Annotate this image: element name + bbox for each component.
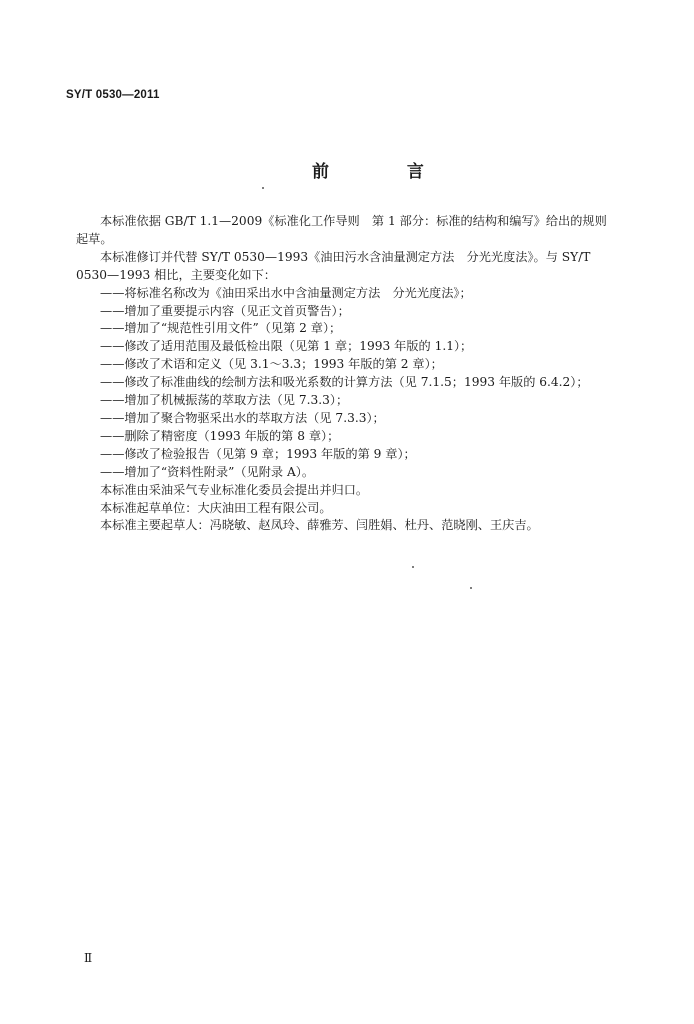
- list-item: ——修改了适用范围及最低检出限（见第 1 章；1993 年版的 1.1）；: [100, 339, 473, 354]
- list-item: ——增加了重要提示内容（见正文首页警告）；: [100, 303, 350, 318]
- paragraph-responsible-committee: 本标准由采油采气专业标准化委员会提出并归口。: [100, 482, 369, 497]
- list-item: ——删除了精密度（1993 年版的第 8 章）；: [100, 428, 340, 443]
- list-item: ——增加了聚合物驱采出水的萃取方法（见 7.3.3）；: [100, 410, 385, 425]
- page-number: Ⅱ: [84, 951, 93, 965]
- list-item: ——修改了标准曲线的绘制方法和吸光系数的计算方法（见 7.1.5；1993 年版的 6.4.2）；: [100, 375, 589, 390]
- list-item: ——修改了术语和定义（见 3.1～3.3；1993 年版的第 2 章）；: [100, 357, 443, 372]
- paragraph-revision-cont: 0530—1993 相比，主要变化如下：: [76, 267, 276, 282]
- paragraph-drafting-basis-cont: 起草。: [76, 231, 113, 246]
- paragraph-revision: 本标准修订并代替 SY/T 0530—1993《油田污水含油量测定方法 分光光度法》。与 SY/T: [100, 249, 591, 264]
- paragraph-drafters: 本标准主要起草人：冯晓敏、赵凤玲、薛雅芳、闫胜娟、杜丹、范晓刚、王庆吉。: [100, 518, 539, 533]
- list-item: ——将标准名称改为《油田采出水中含油量测定方法 分光光度法》；: [100, 285, 472, 300]
- scan-speck: [470, 587, 472, 589]
- list-item: ——修改了检验报告（见第 9 章；1993 年版的第 9 章）；: [100, 446, 416, 461]
- foreword-body: [76, 213, 636, 535]
- standard-code-header: SY/T 0530—2011: [66, 89, 160, 101]
- paragraph-drafting-basis: 本标准依据 GB/T 1.1—2009《标准化工作导则 第 1 部分：标准的结构和编写》给出的规则: [100, 214, 607, 228]
- list-item: ——增加了“规范性引用文件”（见第 2 章）；: [100, 321, 342, 336]
- scan-speck: [412, 566, 414, 568]
- list-item: ——增加了机械振荡的萃取方法（见 7.3.3）；: [100, 393, 349, 408]
- list-item: ——增加了“资料性附录”（见附录 A）。: [100, 464, 315, 479]
- page-title: 前 言: [312, 162, 460, 182]
- scan-speck: [262, 187, 264, 189]
- paragraph-drafting-organization: 本标准起草单位：大庆油田工程有限公司。: [100, 500, 332, 515]
